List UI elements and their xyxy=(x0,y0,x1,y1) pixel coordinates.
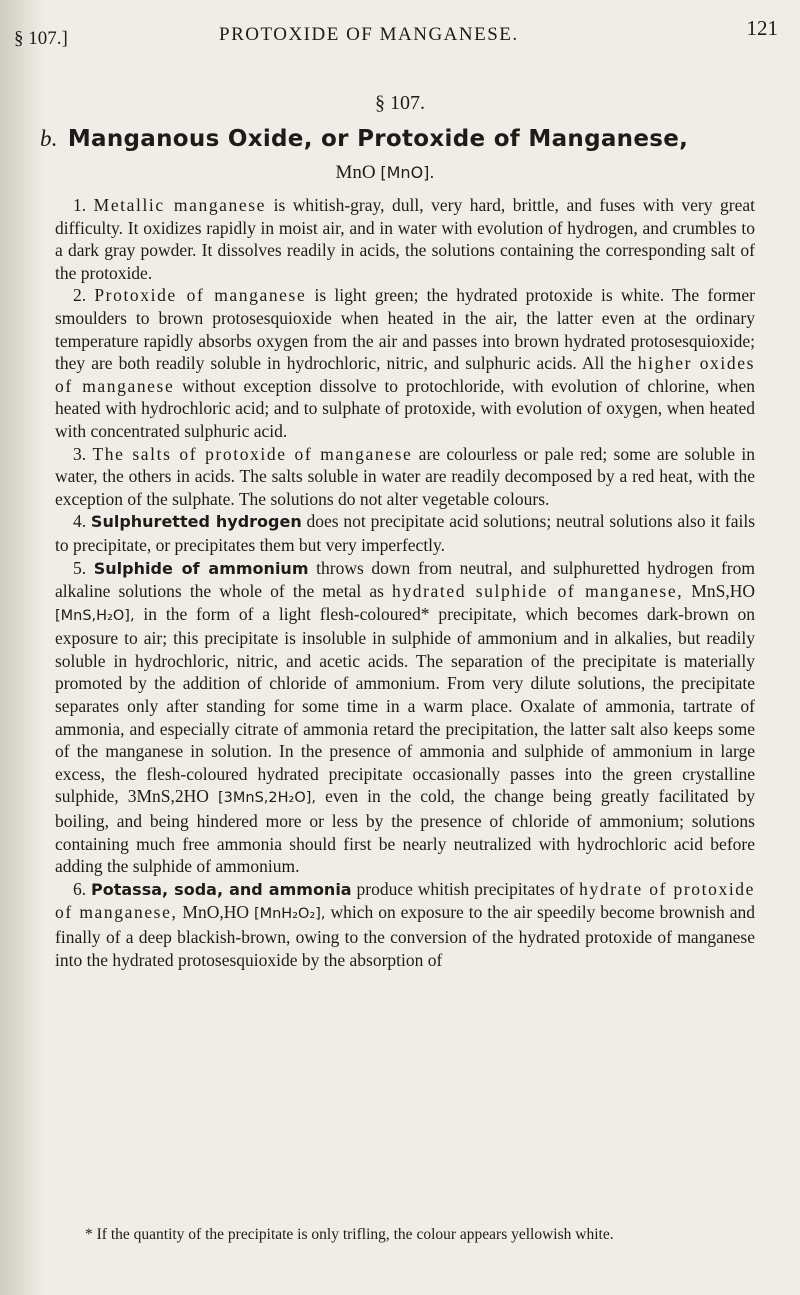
formula-new: [MnH₂O₂], xyxy=(253,906,326,923)
paragraph-text: even in the cold, the change being greatly facilitated by boiling, and being hindered more or less by the presence of chloride of ammonium; solutions containing much free ammonia should first be nearly neutralized with hydrochloric acid before adding the sulphide of ammonium. xyxy=(55,786,756,877)
paragraph-lead: Sulphide of ammonium xyxy=(93,558,309,578)
paragraph-text: which on exposure to the air speedily become brownish and finally of a deep blackish-brown, owing to the conversion of the hydrated protoxide of manganese into the hydrated protosesquioxide by the absorption of xyxy=(55,902,756,970)
paragraph-lead: Sulphuretted hydrogen xyxy=(90,512,302,532)
paragraph-text: does not precipitate acid solutions; neutral solutions also it fails to precipitate, or precipitates them but very imperfectly. xyxy=(55,511,756,555)
paragraph-number: 1. xyxy=(73,195,87,215)
paragraph-text: is whitish-gray, dull, very hard, brittle, and fuses with very great difficulty. It oxidizes rapidly in moist air, and in water with evolution of hydrogen, and crumbles to a dark gray powder. It dissolves readily in acids, the solutions containing the corresponding salt of the protoxide. xyxy=(55,195,755,283)
paragraph-lead: Protoxide of manganese xyxy=(94,285,307,306)
paragraph-lead: Potassa, soda, and ammonia xyxy=(91,879,352,899)
paragraph-text: are colourless or pale red; some are soluble in water, the others in acids. The salts soluble in water are readily decomposed by a red heat, with the exception of the sulphate. The solutions do not alter vegetable colours. xyxy=(55,443,755,509)
paragraph-text: produce whitish precipitates of xyxy=(351,878,580,899)
heading-formula xyxy=(0,162,770,184)
paragraph-text: is light green; the hydrated protoxide is white. The former smoulders to brown protosesquioxide when heated in the air, the latter even at the ordinary temperature rapidly absorbs oxygen from the air and passes into brown hydrated protosesquioxide; they are both readily soluble in hydrochloric, nitric, and sulphuric acids. All the xyxy=(55,285,756,374)
paragraph-number: 6. xyxy=(73,878,87,899)
paragraph-2 xyxy=(55,284,755,442)
paragraph-6 xyxy=(55,878,755,971)
formula-old: MnO xyxy=(335,162,376,183)
paragraph-text: throws down from neutral, and sulphuretted hydrogen from alkaline solutions the whole of the metal as xyxy=(55,557,755,602)
paragraph-3 xyxy=(55,443,755,511)
paragraph-text: in the form of a light flesh-coloured* precipitate, which becomes dark-brown on exposure to air; this precipitate is insoluble in sulphide of ammonium and in alkalies, but readily soluble in hydrochloric, nitric, and acetic acids. The separation of the precipitate is materially promoted by the addition of chloride of ammonium. From very dilute solutions, the precipitate separates only after standing for some time in a warm place. Oxalate of ammonia, tartrate of ammonia, and especially citrate of ammonia retard the precipitation, the latter salt also keeps some of the manganese in solution. In the presence of ammonia and sulphide of ammonium in large excess, the flesh-coloured hydrated precipitate occasionally passes into the green crystalline sulphide, 3MnS,2HO xyxy=(55,603,755,807)
body-text xyxy=(55,194,755,971)
footnote: * If the quantity of the precipitate is only trifling, the colour appears yellowish white. xyxy=(85,1226,614,1243)
paragraph-number: 5. xyxy=(73,557,87,578)
paragraph-number: 4. xyxy=(73,511,87,532)
paragraph-1 xyxy=(55,194,755,284)
paragraph-lead: Metallic manganese xyxy=(93,195,267,215)
paragraph-lead: The salts of protoxide of manganese xyxy=(92,443,413,464)
paragraph-4 xyxy=(55,510,755,556)
running-header xyxy=(14,2,778,49)
paragraph-text: without exception dissolve to protochloride, with evolution of chlorine, when heated with hydrochloric acid; and to sulphate of protoxide, with evolution of oxygen, when heated with concentrated sulphuric acid. xyxy=(55,375,755,441)
paragraph-lead-secondary: higher oxides of manganese xyxy=(55,353,755,396)
section-heading xyxy=(40,126,688,152)
paragraph-lead-secondary: hydrated sulphide of manganese, xyxy=(392,581,684,602)
page-number: 121 xyxy=(746,16,778,40)
formula-old: MnO,HO xyxy=(177,902,254,923)
heading-letter: b. xyxy=(40,126,58,151)
heading-title: Manganous Oxide, or Protoxide of Manganese, xyxy=(67,126,689,152)
formula-new: [3MnS,2H₂O], xyxy=(218,790,317,807)
binding-shadow xyxy=(0,0,46,1295)
formula-old: MnS,HO xyxy=(683,581,755,602)
formula-new: [MnO]. xyxy=(380,163,435,182)
formula-new: [MnS,H₂O], xyxy=(55,607,135,624)
section-title: § 107. xyxy=(375,92,425,114)
header-running-title: PROTOXIDE OF MANGANESE. xyxy=(219,24,519,45)
paragraph-number: 2. xyxy=(73,285,87,306)
header-section-ref: § 107.] xyxy=(14,28,68,49)
paragraph-5 xyxy=(55,557,755,878)
paragraph-number: 3. xyxy=(73,443,87,464)
paragraph-lead-secondary: hydrate of protoxide of manganese, xyxy=(55,878,755,923)
